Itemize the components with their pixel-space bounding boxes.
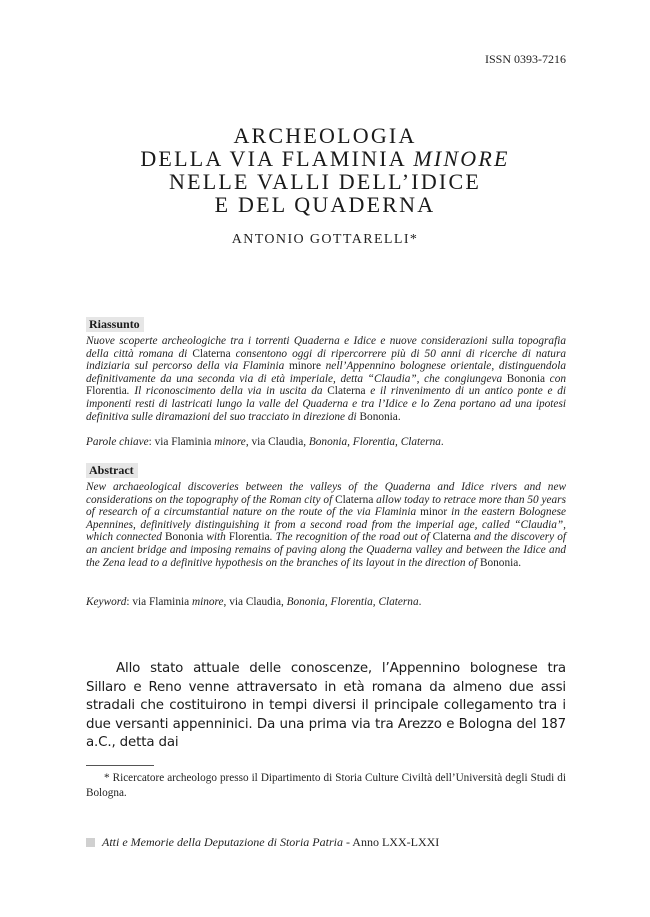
title-line-1: ARCHEOLOGIA [233,123,417,148]
riassunto-text: Nuove scoperte archeologiche tra i torrenti Quaderna e Idice e nuove considerazioni sulla topografia della città romana di Claterna consentono oggi di ripercorrere più di 50 anni di ricerche di natura indiziaria sul percorso della via Flaminia minore nell’Appennino bolognese orientale, distinguendola definitivamente da una seconda via di età imperiale, detta “Claudia”, che congiungeva Bononia con Florentia. Il riconoscimento della via in uscita da Claterna e il rinvenimento di un antico ponte e di imponenti resti di lastricati lungo la valle del Quaderna e tra l’Idice e lo Zena portano ad una ipotesi definitiva sulle diramazioni del suo tracciato in direzione di Bononia. [86,335,567,423]
riassunto-keywords: Parole chiave: via Flaminia minore, via Claudia, Bononia, Florentia, Claterna. [86,436,444,448]
title-line-2: DELLA VIA FLAMINIA MINORE [140,146,510,171]
title-line-3: NELLE VALLI DELL’IDICE [169,169,481,194]
author-name: ANTONIO GOTTARELLI* [231,232,419,247]
abstract-keywords: Keyword: via Flaminia minore, via Claudia, Bononia, Florentia, Claterna. [86,596,422,608]
riassunto-heading: Riassunto [86,317,144,332]
issn-number: ISSN 0393-7216 [484,52,566,66]
journal-footer [86,835,566,850]
article-title [0,124,650,216]
title-italic-minore: MINORE [413,146,510,171]
abstract-text: New archaeological discoveries between the valleys of the Quaderna and Idice rivers and new considerations on the topography of the Roman city of Claterna allow today to retrace more than 50 years of research of a circumstantial nature on the route of the via Flaminia minor in the eastern Bolognese Apennines, definitively distinguishing it from a second road from the imperial age, called “Claudia”, which connected Bononia with Florentia. The recognition of the road out of Claterna and the discovery of an ancient bridge and imposing remains of paving along the Quaderna valley and between the Idice and the Zena lead to a definitive hypothesis on the branches of its layout in the direction of Bononia. [86,481,566,569]
title-line-4: E DEL QUADERNA [214,192,436,217]
journal-name: Atti e Memorie della Deputazione di Storia Patria [102,835,343,849]
body-paragraph: Allo stato attuale delle conoscenze, l’Appennino bolognese tra Sillaro e Reno venne attraversato in età romana da almeno due assi stradali che costituirono in tempi diversi il principale collegamento tra i due versanti appenninici. Da una prima via tra Arezzo e Bologna del 187 a.C., detta dai [86,661,566,751]
footnote: * Ricercatore archeologo presso il Dipartimento di Storia Culture Civiltà dell’Università degli Studi di Bologna. [86,772,566,799]
square-marker-icon [86,838,95,847]
abstract-heading: Abstract [86,463,138,478]
journal-issue: - Anno LXX-LXXI [342,835,440,849]
footnote-rule [86,765,154,766]
